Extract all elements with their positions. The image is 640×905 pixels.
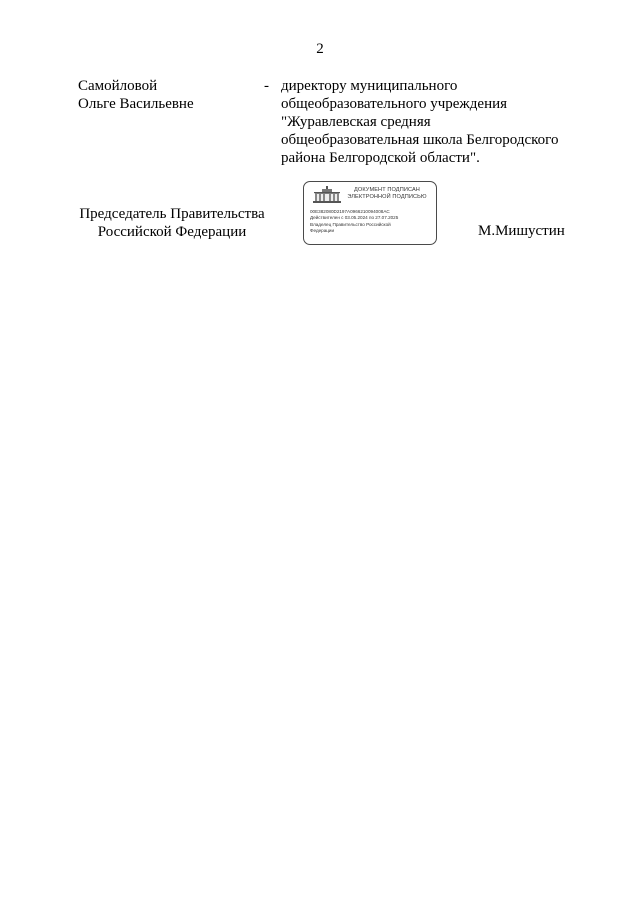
recipient-surname: Самойловой xyxy=(78,78,158,94)
stamp-heading-line: ЭЛЕКТРОННОЙ ПОДПИСЬЮ xyxy=(347,194,427,200)
certificate-validity: Действителен с 03.05.2024 по 27.07.2025 xyxy=(310,215,399,221)
stamp-details xyxy=(310,209,434,234)
government-building-icon xyxy=(312,186,342,204)
stamp-heading-line: ДОКУМЕНТ ПОДПИСАН xyxy=(354,187,420,193)
electronic-signature-stamp xyxy=(303,181,437,245)
stamp-heading xyxy=(340,187,434,201)
position-line: директору муниципального xyxy=(281,78,458,94)
certificate-serial: 00E382080D2197A0966210094008AC xyxy=(310,209,390,214)
signer-title xyxy=(74,205,270,241)
signer-name: М.Мишустин xyxy=(478,223,565,239)
certificate-owner-cont: Федерации xyxy=(310,227,335,233)
signer-title-line: Председатель Правительства xyxy=(79,206,265,222)
recipient-name xyxy=(78,77,194,113)
separator-dash: - xyxy=(264,78,269,94)
position-line: "Журавлевская средняя xyxy=(281,114,431,130)
page-number: 2 xyxy=(316,41,324,57)
recipient-position xyxy=(281,77,581,167)
position-line: общеобразовательная школа Белгородского xyxy=(281,132,559,148)
position-line: общеобразовательного учреждения xyxy=(281,96,508,112)
recipient-given-names: Ольге Васильевне xyxy=(78,96,194,112)
certificate-owner: Владелец Правительство Российской xyxy=(310,221,391,227)
signer-title-line: Российской Федерации xyxy=(97,224,247,240)
position-line: района Белгородской области". xyxy=(281,150,480,166)
